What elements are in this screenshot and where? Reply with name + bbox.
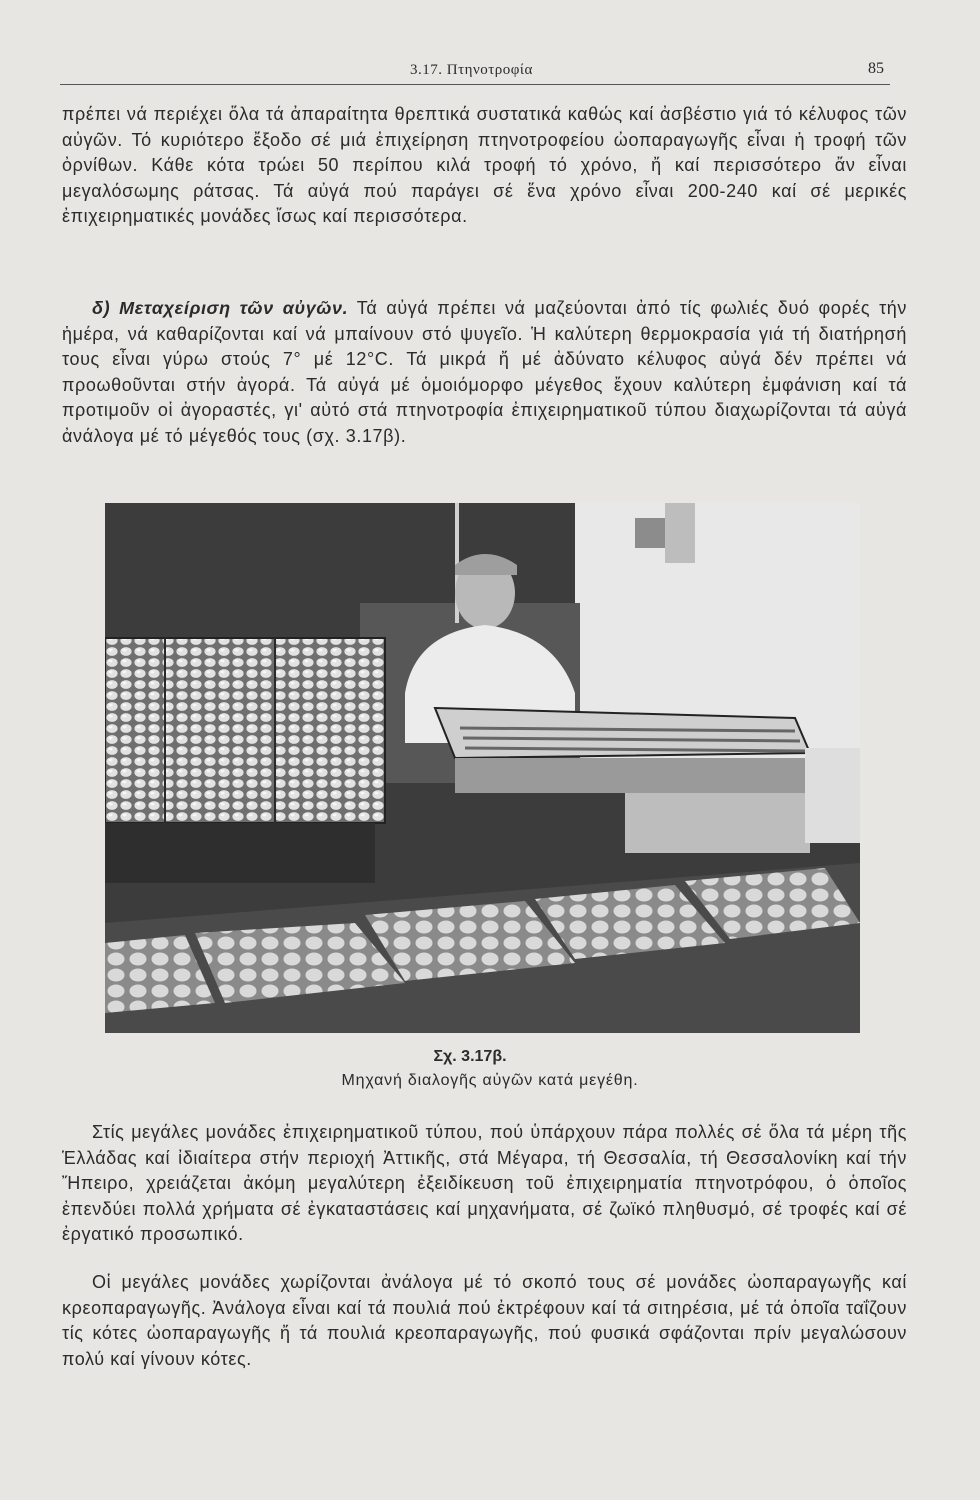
figure-number: Σχ. 3.17β.: [433, 1048, 507, 1065]
paragraph-3: [62, 1120, 907, 1248]
figure-caption: Μηχανή διαλογῆς αὐγῶν κατά μεγέθη.: [341, 1072, 639, 1089]
page-header: [60, 58, 890, 85]
paragraph-1-text: πρέπει νά περιέχει ὅλα τά ἀπαραίτητα θρεπτικά συστατικά καθώς καί ἀσβέστιο γιά τό κέλυφος τῶν αὐγῶν. Τό κυριότερο ἔξοδο σέ μιά ἐπιχείρηση πτηνοτροφείου ὠοπαραγωγῆς εἶναι ἡ τροφή τῶν ὀρνίθων. Κάθε κότα τρώει 50 περίπου κιλά τροφή τό χρόνο, ἤ καί περισσότερο ἄν εἶναι μεγαλόσωμης ράτσας. Τά αὐγά πού παράγει σέ ἕνα χρόνο εἶναι 200-240 καί σέ μερικές ἐπιχειρηματικές μονάδες ἴσως καί περισσότερα.: [62, 104, 907, 226]
paragraph-4: [62, 1270, 907, 1372]
photo-illustration: [105, 503, 860, 1033]
running-title: 3.17. Πτηνοτροφία: [410, 62, 533, 78]
egg-grading-machine-photo: [105, 503, 860, 1033]
paragraph-1: [62, 102, 907, 230]
paragraph-3-text: Στίς μεγάλες μονάδες ἐπιχειρηματικοῦ τύπου, πού ὑπάρχουν πάρα πολλές σέ ὅλα τά μέρη τῆς Ἑλλάδας καί ἰδιαίτερα στήν περιοχή Ἀττικῆς, στά Μέγαρα, τή Θεσσαλία, τή Θεσσαλονίκη καί τήν Ἤπειρο, χρειάζεται ἀκόμη μεγαλύτερη ἐξειδίκευση τοῦ ἐπιχειρηματία πτηνοτρόφου, ὁ ὁποῖος ἐπενδύει πολλά χρήματα σέ ἐγκαταστάσεις καί μηχανήματα, σέ ζωϊκό πληθυσμό, σέ τροφές καί σέ ἐργατικό προσωπικό.: [62, 1122, 907, 1244]
section-heading-egg-handling: δ) Μεταχείριση τῶν αὐγῶν.: [92, 298, 349, 318]
paragraph-2: [62, 296, 907, 449]
paragraph-4-text: Οἱ μεγάλες μονάδες χωρίζονται ἀνάλογα μέ τό σκοπό τους σέ μονάδες ὠοπαραγωγῆς καί κρεοπαραγωγῆς. Ἀνάλογα εἶναι καί τά πουλιά πού ἐκτρέφουν καί τά σιτηρέσια, μέ τά ὁποῖα ταΐζουν τίς κότες ὠοπαραγωγῆς ἤ τά πουλιά κρεοπαραγωγῆς, πού φυσικά σφάζονται πρίν μεγαλώσουν πολύ καί γίνουν κότες.: [62, 1272, 907, 1369]
page-number: 85: [868, 60, 884, 77]
paragraph-2-text: Τά αὐγά πρέπει νά μαζεύονται ἀπό τίς φωλιές δυό φορές τήν ἡμέρα, νά καθαρίζονται καί νά μπαίνουν στό ψυγεῖο. Ἡ καλύτερη θερμοκρασία γιά τή διατήρησή τους εἶναι γύρω στούς 7° μέ 12°C. Τά μικρά ἤ μέ ἀδύνατο κέλυφος αὐγά δέν πρέπει νά προωθοῦνται στήν ἀγορά. Τά αὐγά μέ ὁμοιόμορφο μέγεθος ἔχουν καλύτερη ἐμφάνιση καί τά προτιμοῦν οἱ ἀγοραστές, γι' αὐτό στά πτηνοτροφία ἐπιχειρηματικοῦ τύπου διαχωρίζονται τά αὐγά ἀνάλογα μέ τό μέγεθός τους (σχ. 3.17β).: [62, 298, 907, 446]
